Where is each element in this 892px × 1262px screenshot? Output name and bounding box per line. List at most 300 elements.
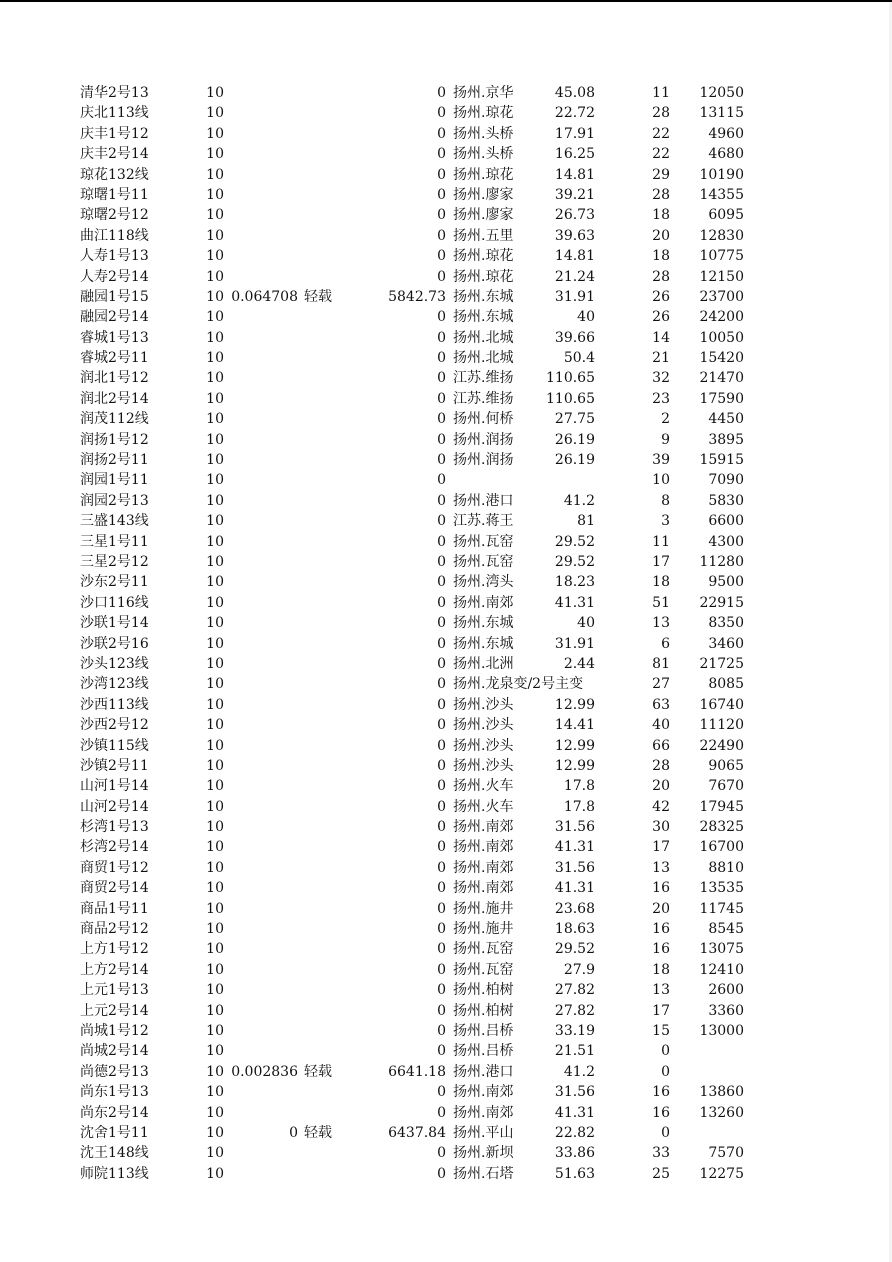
substation-cell[interactable]: 扬州.东城 (453, 288, 514, 305)
voltage-cell[interactable]: 10 (206, 574, 224, 591)
line-length-cell[interactable]: 12.99 (554, 696, 595, 713)
transformer-count-cell[interactable]: 26 (652, 309, 670, 326)
feeder-name-cell[interactable]: 融园2号14 (80, 309, 149, 326)
feeder-name-cell[interactable]: 人寿2号14 (80, 268, 149, 285)
substation-cell[interactable]: 扬州.润扬 (453, 431, 514, 448)
load-value-cell[interactable]: 0 (437, 492, 446, 509)
line-length-cell[interactable]: 41.31 (554, 594, 595, 611)
substation-cell[interactable]: 扬州.京华 (453, 85, 514, 101)
line-length-cell[interactable]: 12.99 (554, 737, 595, 754)
substation-cell[interactable]: 扬州.南郊 (453, 819, 514, 836)
feeder-name-cell[interactable]: 师院113线 (80, 1165, 149, 1182)
substation-cell[interactable]: 扬州.火车 (453, 798, 514, 815)
transformer-count-cell[interactable]: 51 (652, 594, 670, 611)
voltage-cell[interactable]: 10 (206, 1165, 224, 1182)
line-length-cell[interactable]: 110.65 (546, 370, 595, 387)
capacity-cell[interactable]: 23700 (699, 288, 744, 305)
substation-cell[interactable]: 扬州.火车 (453, 778, 514, 795)
transformer-count-cell[interactable]: 15 (652, 1022, 670, 1039)
substation-cell[interactable]: 江苏.蒋王 (453, 513, 514, 530)
transformer-count-cell[interactable]: 2 (661, 411, 670, 428)
substation-cell[interactable]: 扬州.瓦窑 (453, 961, 514, 978)
transformer-count-cell[interactable]: 63 (652, 696, 670, 713)
line-length-cell[interactable]: 31.91 (554, 288, 595, 305)
voltage-cell[interactable]: 10 (206, 1063, 224, 1080)
capacity-cell[interactable]: 7090 (708, 472, 744, 489)
capacity-cell[interactable]: 6600 (708, 513, 744, 530)
capacity-cell[interactable]: 28325 (699, 819, 744, 836)
voltage-cell[interactable]: 10 (206, 227, 224, 244)
voltage-cell[interactable]: 10 (206, 696, 224, 713)
substation-cell[interactable]: 扬州.南郊 (453, 880, 514, 897)
line-length-cell[interactable]: 14.81 (554, 248, 595, 265)
load-value-cell[interactable]: 0 (437, 594, 446, 611)
load-value-cell[interactable]: 0 (437, 553, 446, 570)
feeder-name-cell[interactable]: 睿城1号13 (80, 329, 149, 346)
feeder-name-cell[interactable]: 清华2号13 (80, 85, 149, 101)
substation-cell[interactable]: 扬州.润扬 (453, 452, 514, 469)
voltage-cell[interactable]: 10 (206, 676, 224, 693)
line-length-cell[interactable]: 27.9 (563, 961, 595, 978)
transformer-count-cell[interactable]: 16 (652, 941, 670, 958)
line-length-cell[interactable]: 41.2 (563, 492, 595, 509)
capacity-cell[interactable]: 13000 (699, 1022, 744, 1039)
load-value-cell[interactable]: 0 (437, 615, 446, 632)
capacity-cell[interactable]: 8350 (708, 615, 744, 632)
voltage-cell[interactable]: 10 (206, 921, 224, 938)
transformer-count-cell[interactable]: 9 (661, 431, 670, 448)
transformer-count-cell[interactable]: 26 (652, 288, 670, 305)
line-length-cell[interactable]: 14.81 (554, 166, 595, 183)
capacity-cell[interactable]: 3895 (708, 431, 744, 448)
substation-cell[interactable]: 扬州.南郊 (453, 1104, 514, 1121)
substation-cell[interactable]: 扬州.港口 (453, 1063, 514, 1080)
load-state-cell[interactable]: 轻载 (304, 1063, 332, 1080)
substation-cell[interactable]: 扬州.南郊 (453, 1084, 514, 1101)
line-length-cell[interactable]: 22.82 (554, 1124, 595, 1141)
transformer-count-cell[interactable]: 13 (652, 859, 670, 876)
line-length-cell[interactable]: 31.56 (554, 859, 595, 876)
substation-cell[interactable]: 江苏.维扬 (453, 390, 514, 407)
capacity-cell[interactable]: 12050 (699, 85, 744, 101)
substation-cell[interactable]: 扬州.沙头 (453, 717, 514, 734)
feeder-name-cell[interactable]: 尚城1号12 (80, 1022, 149, 1039)
capacity-cell[interactable]: 9500 (708, 574, 744, 591)
transformer-count-cell[interactable]: 16 (652, 1084, 670, 1101)
substation-cell[interactable]: 扬州.北洲 (453, 655, 514, 672)
capacity-cell[interactable]: 8085 (708, 676, 744, 693)
feeder-name-cell[interactable]: 润北1号12 (80, 370, 149, 387)
capacity-cell[interactable]: 11120 (699, 717, 744, 734)
feeder-name-cell[interactable]: 商贸1号12 (80, 859, 149, 876)
substation-cell[interactable]: 扬州.廖家 (453, 186, 514, 203)
voltage-cell[interactable]: 10 (206, 268, 224, 285)
load-value-cell[interactable]: 0 (437, 85, 446, 101)
load-value-cell[interactable]: 0 (437, 329, 446, 346)
transformer-count-cell[interactable]: 29 (652, 166, 670, 183)
line-length-cell[interactable]: 23.68 (554, 900, 595, 917)
load-value-cell[interactable]: 0 (437, 105, 446, 122)
capacity-cell[interactable]: 3460 (708, 635, 744, 652)
capacity-cell[interactable]: 13260 (699, 1104, 744, 1121)
transformer-count-cell[interactable]: 6 (661, 635, 670, 652)
substation-cell[interactable]: 扬州.琼花 (453, 166, 514, 183)
feeder-name-cell[interactable]: 人寿1号13 (80, 248, 149, 265)
substation-cell[interactable]: 扬州.北城 (453, 329, 514, 346)
transformer-count-cell[interactable]: 3 (661, 513, 670, 530)
capacity-cell[interactable]: 15915 (699, 452, 744, 469)
line-length-cell[interactable]: 33.86 (554, 1145, 595, 1162)
capacity-cell[interactable]: 12830 (699, 227, 744, 244)
substation-cell[interactable]: 扬州.瓦窑 (453, 533, 514, 550)
feeder-name-cell[interactable]: 沈王148线 (80, 1145, 149, 1162)
feeder-name-cell[interactable]: 商品1号11 (80, 900, 149, 917)
capacity-cell[interactable]: 12410 (699, 961, 744, 978)
capacity-cell[interactable]: 21725 (699, 655, 744, 672)
line-length-cell[interactable]: 26.73 (554, 207, 595, 224)
transformer-count-cell[interactable]: 40 (652, 717, 670, 734)
voltage-cell[interactable]: 10 (206, 1043, 224, 1060)
substation-cell[interactable]: 扬州.瓦窑 (453, 553, 514, 570)
voltage-cell[interactable]: 10 (206, 166, 224, 183)
voltage-cell[interactable]: 10 (206, 778, 224, 795)
line-length-cell[interactable]: 51.63 (554, 1165, 595, 1182)
load-value-cell[interactable]: 0 (437, 1043, 446, 1060)
feeder-name-cell[interactable]: 沙湾123线 (80, 676, 149, 693)
substation-cell[interactable]: 扬州.五里 (453, 227, 514, 244)
load-value-cell[interactable]: 0 (437, 859, 446, 876)
transformer-count-cell[interactable]: 17 (652, 553, 670, 570)
transformer-count-cell[interactable]: 11 (652, 85, 670, 101)
load-value-cell[interactable]: 0 (437, 1104, 446, 1121)
voltage-cell[interactable]: 10 (206, 941, 224, 958)
load-value-cell[interactable]: 0 (437, 207, 446, 224)
transformer-count-cell[interactable]: 30 (652, 819, 670, 836)
substation-cell[interactable]: 扬州.瓦窑 (453, 941, 514, 958)
voltage-cell[interactable]: 10 (206, 737, 224, 754)
voltage-cell[interactable]: 10 (206, 288, 224, 305)
voltage-cell[interactable]: 10 (206, 961, 224, 978)
transformer-count-cell[interactable]: 20 (652, 778, 670, 795)
transformer-count-cell[interactable]: 0 (661, 1124, 670, 1141)
feeder-name-cell[interactable]: 上元1号13 (80, 982, 149, 999)
substation-cell[interactable]: 扬州.施井 (453, 900, 514, 917)
capacity-cell[interactable]: 4680 (708, 146, 744, 163)
feeder-name-cell[interactable]: 杉湾1号13 (80, 819, 149, 836)
capacity-cell[interactable]: 10050 (699, 329, 744, 346)
voltage-cell[interactable]: 10 (206, 85, 224, 101)
feeder-name-cell[interactable]: 沙联1号14 (80, 615, 149, 632)
feeder-name-cell[interactable]: 上方1号12 (80, 941, 149, 958)
voltage-cell[interactable]: 10 (206, 125, 224, 142)
feeder-name-cell[interactable]: 润园1号11 (80, 472, 149, 489)
feeder-name-cell[interactable]: 琼曙2号12 (80, 207, 149, 224)
substation-cell[interactable]: 扬州.琼花 (453, 248, 514, 265)
feeder-name-cell[interactable]: 三盛143线 (80, 513, 149, 530)
voltage-cell[interactable]: 10 (206, 982, 224, 999)
load-value-cell[interactable]: 0 (437, 635, 446, 652)
capacity-cell[interactable]: 7570 (708, 1145, 744, 1162)
load-value-cell[interactable]: 0 (437, 941, 446, 958)
capacity-cell[interactable]: 12150 (699, 268, 744, 285)
capacity-cell[interactable]: 11745 (699, 900, 744, 917)
line-length-cell[interactable]: 29.52 (554, 553, 595, 570)
substation-cell[interactable]: 扬州.头桥 (453, 125, 514, 142)
voltage-cell[interactable]: 10 (206, 248, 224, 265)
load-value-cell[interactable]: 0 (437, 1165, 446, 1182)
load-value-cell[interactable]: 0 (437, 574, 446, 591)
capacity-cell[interactable]: 17590 (699, 390, 744, 407)
transformer-count-cell[interactable]: 25 (652, 1165, 670, 1182)
capacity-cell[interactable]: 16740 (699, 696, 744, 713)
voltage-cell[interactable]: 10 (206, 717, 224, 734)
feeder-name-cell[interactable]: 杉湾2号14 (80, 839, 149, 856)
transformer-count-cell[interactable]: 22 (652, 125, 670, 142)
load-value-cell[interactable]: 0 (437, 431, 446, 448)
feeder-name-cell[interactable]: 三星2号12 (80, 553, 149, 570)
line-length-cell[interactable]: 39.66 (554, 329, 595, 346)
feeder-name-cell[interactable]: 上元2号14 (80, 1002, 149, 1019)
line-length-cell[interactable]: 40 (577, 615, 595, 632)
voltage-cell[interactable]: 10 (206, 757, 224, 774)
load-value-cell[interactable]: 0 (437, 982, 446, 999)
load-value-cell[interactable]: 0 (437, 676, 446, 693)
voltage-cell[interactable]: 10 (206, 207, 224, 224)
capacity-cell[interactable]: 3360 (708, 1002, 744, 1019)
load-value-cell[interactable]: 0 (437, 1022, 446, 1039)
transformer-count-cell[interactable]: 11 (652, 533, 670, 550)
transformer-count-cell[interactable]: 16 (652, 1104, 670, 1121)
transformer-count-cell[interactable]: 8 (661, 492, 670, 509)
line-length-cell[interactable]: 41.2 (563, 1063, 595, 1080)
substation-cell[interactable]: 扬州.南郊 (453, 859, 514, 876)
transformer-count-cell[interactable]: 42 (652, 798, 670, 815)
load-value-cell[interactable]: 0 (437, 370, 446, 387)
load-rate-cell[interactable]: 0 (289, 1124, 298, 1141)
transformer-count-cell[interactable]: 18 (652, 248, 670, 265)
feeder-name-cell[interactable]: 庆丰2号14 (80, 146, 149, 163)
load-state-cell[interactable]: 轻载 (304, 1124, 332, 1141)
feeder-name-cell[interactable]: 沙西113线 (80, 696, 149, 713)
line-length-cell[interactable]: 31.56 (554, 1084, 595, 1101)
substation-cell[interactable]: 扬州.头桥 (453, 146, 514, 163)
load-value-cell[interactable]: 0 (437, 737, 446, 754)
transformer-count-cell[interactable]: 28 (652, 105, 670, 122)
load-value-cell[interactable]: 0 (437, 1145, 446, 1162)
line-length-cell[interactable]: 2.44 (563, 655, 595, 672)
transformer-count-cell[interactable]: 28 (652, 268, 670, 285)
substation-cell[interactable]: 扬州.廖家 (453, 207, 514, 224)
voltage-cell[interactable]: 10 (206, 411, 224, 428)
line-length-cell[interactable]: 41.31 (554, 880, 595, 897)
voltage-cell[interactable]: 10 (206, 615, 224, 632)
capacity-cell[interactable]: 7670 (708, 778, 744, 795)
feeder-name-cell[interactable]: 商贸2号14 (80, 880, 149, 897)
voltage-cell[interactable]: 10 (206, 900, 224, 917)
line-length-cell[interactable]: 16.25 (554, 146, 595, 163)
line-length-cell[interactable]: 39.21 (554, 186, 595, 203)
load-value-cell[interactable]: 5842.73 (388, 288, 446, 305)
voltage-cell[interactable]: 10 (206, 370, 224, 387)
load-value-cell[interactable]: 0 (437, 452, 446, 469)
line-length-cell[interactable]: 12.99 (554, 757, 595, 774)
transformer-count-cell[interactable]: 13 (652, 615, 670, 632)
voltage-cell[interactable]: 10 (206, 839, 224, 856)
load-value-cell[interactable]: 0 (437, 125, 446, 142)
substation-cell[interactable]: 扬州.东城 (453, 309, 514, 326)
capacity-cell[interactable]: 8810 (708, 859, 744, 876)
load-value-cell[interactable]: 0 (437, 778, 446, 795)
capacity-cell[interactable]: 17945 (699, 798, 744, 815)
voltage-cell[interactable]: 10 (206, 1124, 224, 1141)
feeder-name-cell[interactable]: 融园1号15 (80, 288, 149, 305)
substation-cell[interactable]: 江苏.维扬 (453, 370, 514, 387)
substation-cell[interactable]: 扬州.南郊 (453, 839, 514, 856)
line-length-cell[interactable]: 31.91 (554, 635, 595, 652)
voltage-cell[interactable]: 10 (206, 350, 224, 367)
line-length-cell[interactable]: 18.23 (554, 574, 595, 591)
voltage-cell[interactable]: 10 (206, 1002, 224, 1019)
substation-cell[interactable]: 扬州.新坝 (453, 1145, 514, 1162)
transformer-count-cell[interactable]: 10 (652, 472, 670, 489)
voltage-cell[interactable]: 10 (206, 329, 224, 346)
capacity-cell[interactable]: 24200 (699, 309, 744, 326)
transformer-count-cell[interactable]: 21 (652, 350, 670, 367)
load-value-cell[interactable]: 0 (437, 166, 446, 183)
load-value-cell[interactable]: 0 (437, 227, 446, 244)
voltage-cell[interactable]: 10 (206, 492, 224, 509)
load-value-cell[interactable]: 0 (437, 186, 446, 203)
load-value-cell[interactable]: 0 (437, 513, 446, 530)
feeder-name-cell[interactable]: 沙口116线 (80, 594, 149, 611)
capacity-cell[interactable]: 13535 (699, 880, 744, 897)
capacity-cell[interactable]: 13075 (699, 941, 744, 958)
line-length-cell[interactable]: 33.19 (554, 1022, 595, 1039)
substation-cell[interactable]: 扬州.北城 (453, 350, 514, 367)
voltage-cell[interactable]: 10 (206, 1022, 224, 1039)
load-value-cell[interactable]: 0 (437, 350, 446, 367)
line-length-cell[interactable]: 27.82 (554, 982, 595, 999)
feeder-name-cell[interactable]: 山河1号14 (80, 778, 149, 795)
line-length-cell[interactable]: 81 (577, 513, 595, 530)
voltage-cell[interactable]: 10 (206, 1145, 224, 1162)
feeder-name-cell[interactable]: 润扬1号12 (80, 431, 149, 448)
feeder-name-cell[interactable]: 琼曙1号11 (80, 186, 149, 203)
feeder-name-cell[interactable]: 庆北113线 (80, 105, 149, 122)
transformer-count-cell[interactable]: 27 (652, 676, 670, 693)
load-value-cell[interactable]: 6641.18 (388, 1063, 446, 1080)
feeder-name-cell[interactable]: 润北2号14 (80, 390, 149, 407)
transformer-count-cell[interactable]: 18 (652, 207, 670, 224)
substation-cell[interactable]: 扬州.琼花 (453, 268, 514, 285)
voltage-cell[interactable]: 10 (206, 146, 224, 163)
feeder-name-cell[interactable]: 润扬2号11 (80, 452, 149, 469)
feeder-name-cell[interactable]: 沙头123线 (80, 655, 149, 672)
feeder-name-cell[interactable]: 沙东2号11 (80, 574, 149, 591)
load-value-cell[interactable]: 0 (437, 146, 446, 163)
capacity-cell[interactable]: 22490 (699, 737, 744, 754)
voltage-cell[interactable]: 10 (206, 1084, 224, 1101)
line-length-cell[interactable]: 27.75 (554, 411, 595, 428)
feeder-name-cell[interactable]: 尚城2号14 (80, 1043, 149, 1060)
voltage-cell[interactable]: 10 (206, 452, 224, 469)
voltage-cell[interactable]: 10 (206, 533, 224, 550)
feeder-name-cell[interactable]: 商品2号12 (80, 921, 149, 938)
line-length-cell[interactable]: 45.08 (554, 85, 595, 101)
capacity-cell[interactable]: 13860 (699, 1084, 744, 1101)
substation-cell[interactable]: 扬州.平山 (453, 1124, 514, 1141)
voltage-cell[interactable]: 10 (206, 105, 224, 122)
load-value-cell[interactable]: 0 (437, 900, 446, 917)
feeder-name-cell[interactable]: 沙联2号16 (80, 635, 149, 652)
load-value-cell[interactable]: 0 (437, 248, 446, 265)
substation-cell[interactable]: 扬州.沙头 (453, 757, 514, 774)
feeder-name-cell[interactable]: 琼花132线 (80, 166, 149, 183)
load-value-cell[interactable]: 0 (437, 390, 446, 407)
voltage-cell[interactable]: 10 (206, 635, 224, 652)
load-value-cell[interactable]: 0 (437, 655, 446, 672)
substation-cell[interactable]: 扬州.吕桥 (453, 1043, 514, 1060)
substation-cell[interactable]: 扬州.东城 (453, 615, 514, 632)
substation-cell[interactable]: 扬州.湾头 (453, 574, 514, 591)
capacity-cell[interactable]: 4300 (708, 533, 744, 550)
substation-cell[interactable]: 扬州.琼花 (453, 105, 514, 122)
line-length-cell[interactable]: 17.8 (563, 778, 595, 795)
transformer-count-cell[interactable]: 17 (652, 1002, 670, 1019)
feeder-name-cell[interactable]: 沙西2号12 (80, 717, 149, 734)
transformer-count-cell[interactable]: 23 (652, 390, 670, 407)
capacity-cell[interactable]: 4450 (708, 411, 744, 428)
feeder-name-cell[interactable]: 曲江118线 (80, 227, 149, 244)
load-value-cell[interactable]: 0 (437, 1002, 446, 1019)
line-length-cell[interactable]: 27.82 (554, 1002, 595, 1019)
load-value-cell[interactable]: 0 (437, 839, 446, 856)
transformer-count-cell[interactable]: 33 (652, 1145, 670, 1162)
transformer-count-cell[interactable]: 28 (652, 186, 670, 203)
substation-cell[interactable]: 扬州.沙头 (453, 737, 514, 754)
capacity-cell[interactable]: 4960 (708, 125, 744, 142)
transformer-count-cell[interactable]: 39 (652, 452, 670, 469)
voltage-cell[interactable]: 10 (206, 431, 224, 448)
line-length-cell[interactable]: 29.52 (554, 533, 595, 550)
substation-cell[interactable]: 扬州.施井 (453, 921, 514, 938)
load-value-cell[interactable]: 0 (437, 921, 446, 938)
feeder-name-cell[interactable]: 尚东1号13 (80, 1084, 149, 1101)
capacity-cell[interactable]: 16700 (699, 839, 744, 856)
voltage-cell[interactable]: 10 (206, 309, 224, 326)
line-length-cell[interactable]: 110.65 (546, 390, 595, 407)
load-value-cell[interactable]: 0 (437, 819, 446, 836)
transformer-count-cell[interactable]: 66 (652, 737, 670, 754)
transformer-count-cell[interactable]: 0 (661, 1043, 670, 1060)
capacity-cell[interactable]: 15420 (699, 350, 744, 367)
line-length-cell[interactable]: 14.41 (554, 717, 595, 734)
capacity-cell[interactable]: 10775 (699, 248, 744, 265)
voltage-cell[interactable]: 10 (206, 1104, 224, 1121)
line-length-cell[interactable]: 26.19 (554, 431, 595, 448)
line-length-cell[interactable]: 21.51 (554, 1043, 595, 1060)
substation-cell[interactable]: 扬州.吕桥 (453, 1022, 514, 1039)
transformer-count-cell[interactable]: 18 (652, 574, 670, 591)
line-length-cell[interactable]: 17.91 (554, 125, 595, 142)
line-length-cell[interactable]: 21.24 (554, 268, 595, 285)
voltage-cell[interactable]: 10 (206, 513, 224, 530)
line-length-cell[interactable]: 22.72 (554, 105, 595, 122)
voltage-cell[interactable]: 10 (206, 390, 224, 407)
transformer-count-cell[interactable]: 28 (652, 757, 670, 774)
load-value-cell[interactable]: 0 (437, 1084, 446, 1101)
line-length-cell[interactable]: 39.63 (554, 227, 595, 244)
